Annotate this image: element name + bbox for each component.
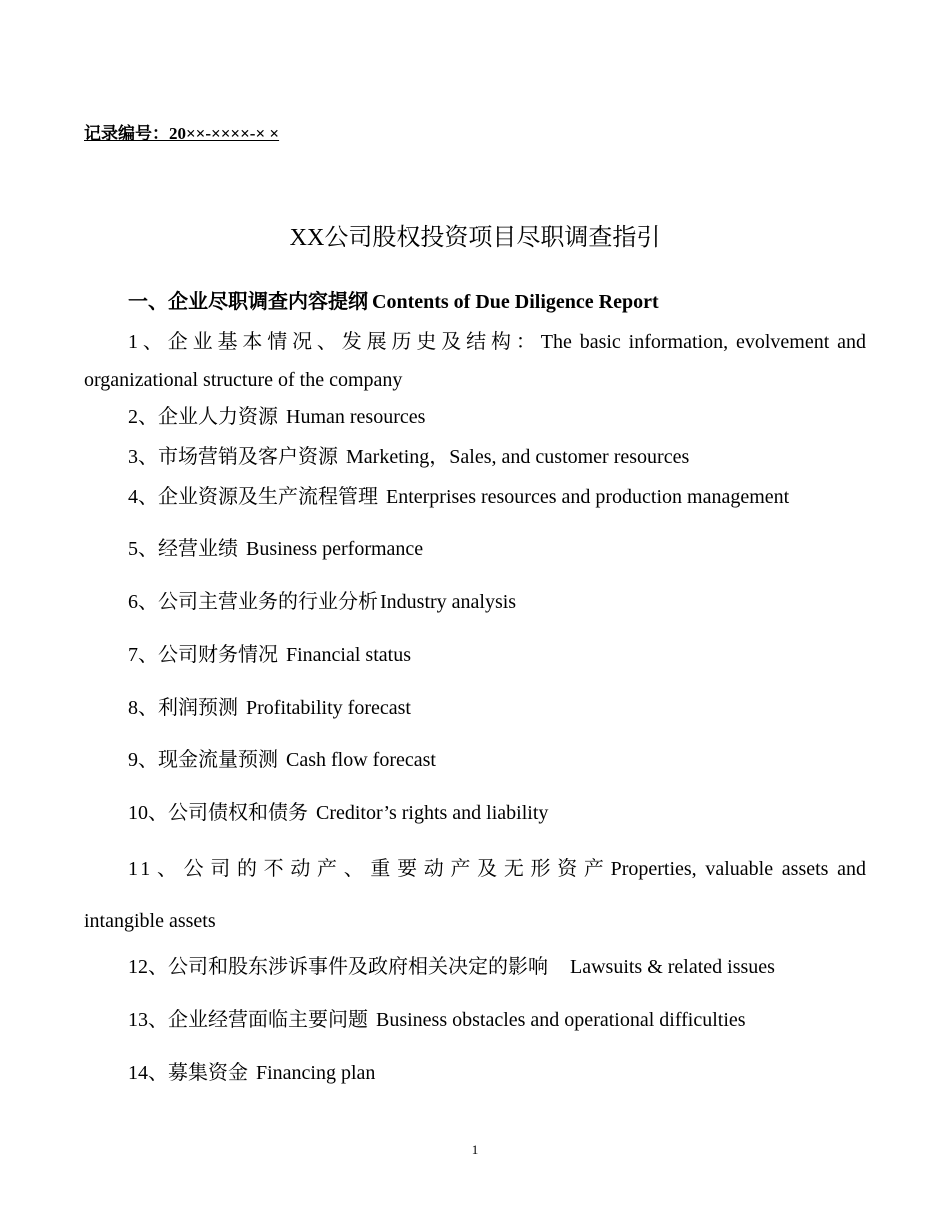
list-item-en: Financial status <box>286 644 411 666</box>
list-item-en: Properties, valuable assets and <box>610 858 867 880</box>
list-item-en: Industry analysis <box>380 591 517 613</box>
list-item <box>128 743 436 772</box>
list-item-en-continued: organizational structure of the company <box>84 369 403 391</box>
list-item-cn: 6、公司主营业务的行业分析 <box>128 591 378 613</box>
list-item <box>84 323 866 399</box>
list-item <box>128 585 516 614</box>
page-number: 1 <box>471 1142 479 1157</box>
document-title: XX公司股权投资项目尽职调查指引 <box>289 225 661 251</box>
section-heading-cn: 一、企业尽职调查内容提纲 <box>128 291 368 313</box>
list-item-en: Lawsuits & related issues <box>570 956 775 978</box>
list-item-cn: 12、公司和股东涉诉事件及政府相关决定的影响 <box>128 956 548 978</box>
list-item-en: Business obstacles and operational difficulties <box>376 1009 746 1031</box>
list-item-cn: 5、经营业绩 <box>128 538 238 560</box>
list-item-en: The basic information, evolvement and <box>540 331 867 353</box>
list-item <box>84 843 866 947</box>
list-item <box>128 638 411 667</box>
list-item <box>128 1003 746 1032</box>
list-item-cn: 10、公司债权和债务 <box>128 802 308 824</box>
list-item-cn: 11、公司的不动产、重要动产及无形资产 <box>128 858 611 880</box>
list-item-cn: 2、企业人力资源 <box>128 406 278 428</box>
list-item <box>128 1056 375 1085</box>
list-item-cn: 14、募集资金 <box>128 1062 248 1084</box>
list-item-cn: 7、公司财务情况 <box>128 644 278 666</box>
list-item <box>128 796 548 825</box>
list-item <box>128 950 775 979</box>
list-item <box>128 480 789 509</box>
list-item-en: Cash flow forecast <box>286 749 436 771</box>
record-number: 记录编号：20××-××××-× × <box>84 124 280 143</box>
list-item-line1 <box>84 843 866 895</box>
list-item-en: Profitability forecast <box>246 697 411 719</box>
list-item-line1 <box>84 323 866 361</box>
list-item-cn: 1、企业基本情况、发展历史及结构： <box>128 331 541 353</box>
list-item-cn: 9、现金流量预测 <box>128 749 278 771</box>
list-item-en: Marketing，Sales, and customer resources <box>346 446 690 468</box>
list-item-en: Financing plan <box>256 1062 376 1084</box>
list-item <box>128 440 689 469</box>
list-item-en: Creditor’s rights and liability <box>316 802 549 824</box>
section-heading-en: Contents of Due Diligence Report <box>372 291 659 313</box>
section-heading <box>128 285 659 314</box>
list-item-cn: 8、利润预测 <box>128 697 238 719</box>
list-item-en: Enterprises resources and production management <box>386 486 790 508</box>
list-item-cn: 13、企业经营面临主要问题 <box>128 1009 368 1031</box>
list-item-cn: 4、企业资源及生产流程管理 <box>128 486 378 508</box>
list-item <box>128 691 411 720</box>
list-item-en-continued: intangible assets <box>84 910 216 932</box>
list-item <box>128 400 425 429</box>
list-item-en: Business performance <box>246 538 424 560</box>
list-item-en: Human resources <box>286 406 426 428</box>
list-item-cn: 3、市场营销及客户资源 <box>128 446 338 468</box>
list-item <box>128 532 423 561</box>
